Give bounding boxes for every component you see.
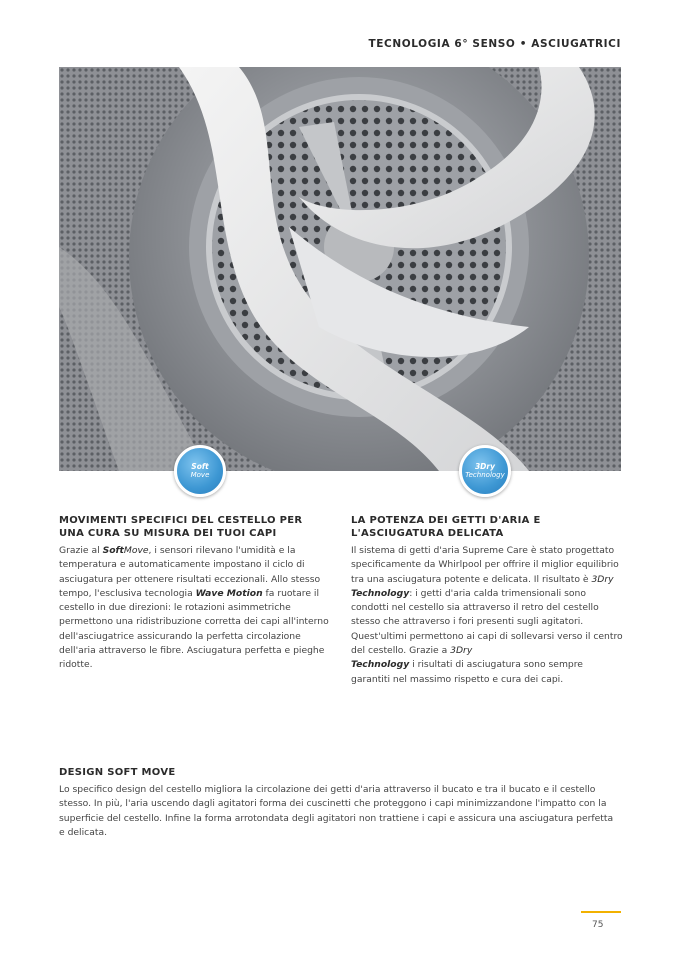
page-number: 75 [592,920,604,930]
soft-move-badge-icon [174,445,226,497]
3dry-technology-badge-icon [459,445,511,497]
design-soft-move-section [59,766,619,840]
page-number-rule [581,911,621,913]
left-section-body: Grazie al SoftMove, i sensori rilevano l'umidità e la temperatura e automaticamente impostano il ciclo di asciugatura per ottenere risultati eccezionali. Allo stesso tempo, l'esclusiva tecnologia Wave Motion fa ruotare il cestello in due direzioni: le rotazioni asimmetriche permettono una ridistribuzione corretta dei capi all'interno dell'asciugatrice assicurando la perfetta circolazione dell'aria attraverso le fibre. Asciugatura perfetta e pieghe ridotte. [59,545,329,671]
design-section-heading: DESIGN SOFT MOVE [59,767,176,778]
right-section [351,514,623,687]
design-section-body: Lo specifico design del cestello migliora la circolazione dei getti d'aria attraverso il bucato e tra il bucato e il cestello stesso. In più, l'aria uscendo dagli agitatori forma dei cuscinetti che proteggono i capi minimizzandone l'impatto con la superficie del cestello. Infine la forma arrotondata degli agitatori non trattiene i capi e assicura una asciugatura perfetta e delicata. [59,784,614,838]
soft-move-badge-line2: Move [190,471,210,479]
dryer-drum-photo [59,67,621,471]
page-header-title: TECNOLOGIA 6° SENSO • ASCIUGATRICI [368,38,621,50]
3dry-badge-line2: Technology [465,471,505,479]
left-section-heading: MOVIMENTI SPECIFICI DEL CESTELLO PER UNA CURA SU MISURA DEI TUOI CAPI [59,515,303,539]
right-section-heading: LA POTENZA DEI GETTI D'ARIA E L'ASCIUGATURA DELICATA [351,515,541,539]
3dry-badge-line1: 3Dry [474,462,496,471]
left-section [59,514,331,673]
soft-move-badge-line1: Soft [191,462,209,471]
right-section-body: Il sistema di getti d'aria Supreme Care è stato progettato specificamente da Whirlpool per offrire il miglior equilibrio tra una asciugatura potente e delicata. Il risultato è 3Dry Technology: i getti d'aria calda trimensionali sono condotti nel cestello sia attraverso il retro del cestello stesso che attraverso i fori presenti sugli agitatori. Quest'ultimi permettono ai capi di sollevarsi verso il centro del cestello. Grazie a 3Dry Technology i risultati di asciugatura sono sempre garantiti nel massimo rispetto e cura dei capi. [351,545,623,685]
